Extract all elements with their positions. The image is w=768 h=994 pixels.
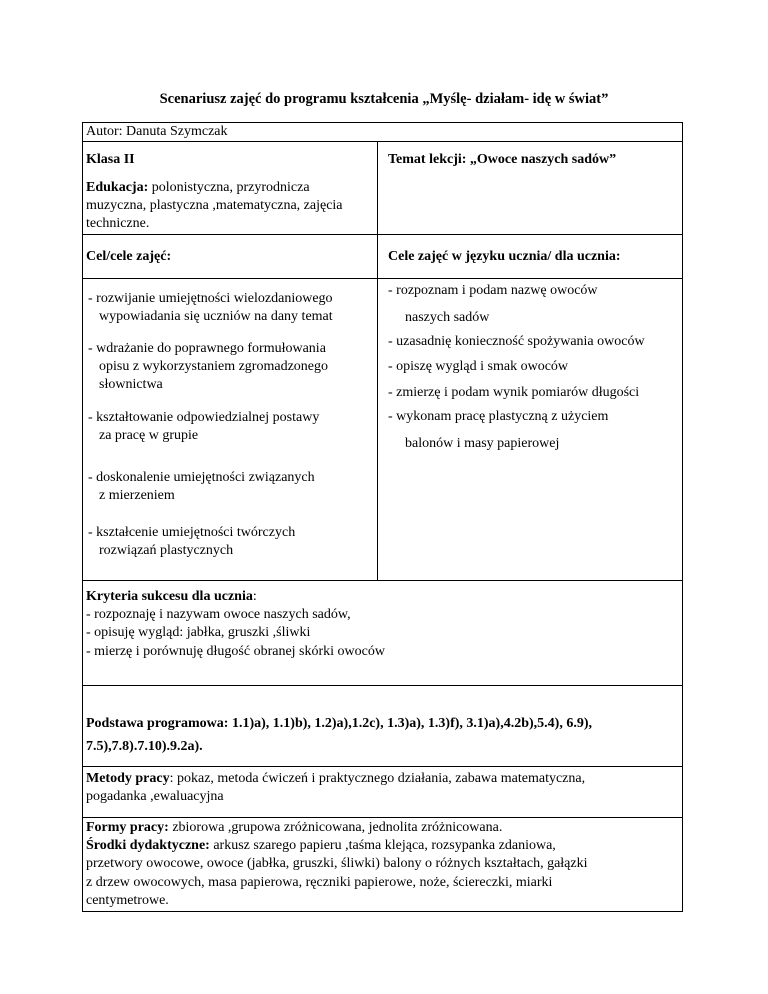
goal-line: - doskonalenie umiejętności związanych xyxy=(88,470,315,485)
student-goals-header: Cele zajęć w języku ucznia/ dla ucznia: xyxy=(388,249,621,264)
forms-text: zbiorowa ,grupowa zróżnicowana, jednolita zróżnicowana. xyxy=(168,820,503,835)
table-divider-criteria xyxy=(82,580,683,581)
aids-text-3: z drzew owocowych, masa papierowa, ręczniki papierowe, noże, ściereczki, miarki xyxy=(86,874,553,890)
table-divider-goals xyxy=(82,234,683,235)
goal-line: - rozwijanie umiejętności wielozdaniowego xyxy=(88,291,333,306)
forms-label: Formy pracy: xyxy=(86,820,169,835)
goal-line: wypowiadania się uczniów na dany temat xyxy=(99,309,333,325)
methods-label: Metody pracy xyxy=(86,771,170,786)
education-text-2: muzyczna, plastyczna ,matematyczna, zajęcia xyxy=(86,198,343,214)
student-goal-line: - zmierzę i podam wynik pomiarów długości xyxy=(388,385,640,400)
goal-line: z mierzeniem xyxy=(99,488,175,504)
goal-line: - kształcenie umiejętności twórczych xyxy=(88,525,296,540)
lesson-table xyxy=(82,122,683,912)
goal-line: - kształtowanie odpowiedzialnej postawy xyxy=(88,410,320,425)
student-goal-line: naszych sadów xyxy=(405,310,490,326)
goal-item xyxy=(88,524,373,560)
table-border-right xyxy=(682,122,683,912)
curriculum-line-1: Podstawa programowa: 1.1)a), 1.1)b), 1.2)a),1.2c), 1.3)a), 1.3)f), 3.1)a),4.2b),5.4), 6.9), xyxy=(86,716,592,731)
methods-text-1: : pokaz, metoda ćwiczeń i praktycznego działania, zabawa matematyczna, xyxy=(169,771,586,786)
student-goal-line: - uzasadnię konieczność spożywania owoców xyxy=(388,334,645,349)
table-border-left xyxy=(82,122,83,912)
criteria-item: - mierzę i porównuję długość obranej skórki owoców xyxy=(86,643,385,659)
work-methods xyxy=(86,770,680,806)
criteria-label: Kryteria sukcesu dla ucznia xyxy=(86,589,253,604)
student-goal-line: - rozpoznam i podam nazwę owoców xyxy=(388,283,598,298)
goals-header: Cel/cele zajęć: xyxy=(86,249,172,264)
curriculum-basis xyxy=(86,715,680,756)
student-goal-line: - wykonam pracę plastyczną z użyciem xyxy=(388,409,609,424)
table-border-bottom xyxy=(82,911,683,912)
work-forms-and-aids xyxy=(86,819,680,910)
aids-text-4: centymetrowe. xyxy=(86,892,169,908)
criteria-item: - opisuję wygląd: jabłka, gruszki ,śliwki xyxy=(86,625,311,641)
author: Autor: Danuta Szymczak xyxy=(86,124,228,139)
goal-line: rozwiązań plastycznych xyxy=(99,543,234,559)
aids-text-2: przetwory owocowe, owoce (jabłka, gruszki, śliwki) balony o różnych kształtach, gałązki xyxy=(86,856,588,872)
education-block xyxy=(86,179,374,234)
aids-text-1: arkusz szarego papieru ,taśma klejąca, rozsypanka zdaniowa, xyxy=(209,838,556,854)
aids-label: Środki dydaktyczne: xyxy=(86,838,210,854)
education-text-3: techniczne. xyxy=(86,216,150,232)
goal-line: - wdrażanie do poprawnego formułowania xyxy=(88,341,326,356)
student-goal-item xyxy=(388,358,678,376)
goal-item xyxy=(88,409,373,445)
student-goal-item xyxy=(388,384,678,402)
criteria-colon: : xyxy=(252,589,257,604)
student-goal-line: - opiszę wygląd i smak owoców xyxy=(388,359,569,374)
education-label: Edukacja: xyxy=(86,180,149,195)
table-divider-curriculum xyxy=(82,685,683,686)
student-goal-line: balonów i masy papierowej xyxy=(405,436,560,452)
student-goal-item xyxy=(388,408,678,453)
student-goal-item xyxy=(388,282,678,327)
methods-text-2: pogadanka ,ewaluacyjna xyxy=(86,789,224,805)
student-goal-item xyxy=(388,333,678,351)
table-divider-goals-header xyxy=(82,278,683,279)
document-title: Scenariusz zajęć do programu kształcenia „Myślę- działam- idę w świat” xyxy=(159,91,609,107)
education-text-1: polonistyczna, przyrodnicza xyxy=(148,180,310,195)
criteria-item: - rozpoznaję i nazywam owoce naszych sadów, xyxy=(86,607,351,623)
class-label: Klasa II xyxy=(86,152,135,167)
goal-item xyxy=(88,290,373,326)
success-criteria xyxy=(86,588,676,661)
table-divider-forms xyxy=(82,817,683,818)
table-column-divider xyxy=(377,141,378,581)
goal-item xyxy=(88,340,373,395)
goal-line: za pracę w grupie xyxy=(99,428,199,444)
table-divider-methods xyxy=(82,766,683,767)
goal-item xyxy=(88,469,373,505)
lesson-topic: Temat lekcji: „Owoce naszych sadów” xyxy=(388,152,617,167)
curriculum-line-2: 7.5),7.8).7.10).9.2a). xyxy=(86,739,203,755)
goal-line: słownictwa xyxy=(99,377,163,393)
goal-line: opisu z wykorzystaniem zgromadzonego xyxy=(99,359,328,375)
